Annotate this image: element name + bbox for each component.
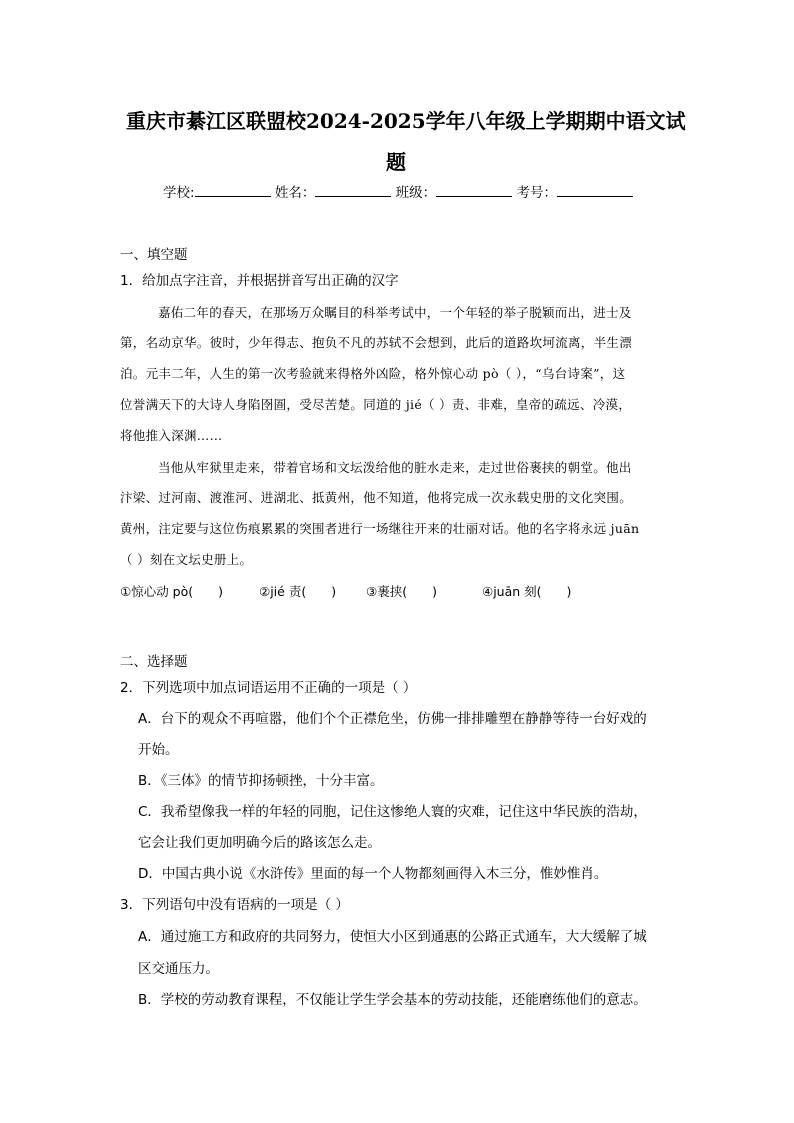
passage-line: 当他从牢狱里走来，带着官场和文坛泼给他的脏水走来，走过世俗裹挟的朝堂。他出 bbox=[158, 460, 632, 475]
section-heading-fill: 一、填空题 bbox=[120, 247, 188, 263]
school-label: 学校: bbox=[163, 185, 195, 201]
passage-line: 嘉佑二年的春天，在那场万众瞩目的科举考试中，一个年轻的举子脱颖而出，进士及 bbox=[158, 305, 632, 320]
exam-no-label: 考号： bbox=[516, 185, 557, 201]
question-3-stem: 3．下列语句中没有语病的一项是（ ） bbox=[120, 897, 349, 913]
question-2-option-line: D．中国古典小说《水浒传》里面的每一个人物都刻画得入木三分，惟妙惟肖。 bbox=[138, 866, 608, 882]
name-blank bbox=[315, 183, 391, 197]
question-1-stem: 1．给加点字注音，并根据拼音写出正确的汉字 bbox=[120, 273, 399, 289]
school-blank bbox=[195, 183, 271, 197]
section-heading-choice: 二、选择题 bbox=[120, 654, 188, 670]
student-info-row bbox=[163, 181, 633, 201]
passage-line: 位誉满天下的大诗人身陷囹圄，受尽苦楚。同道的 jié（ ）责、非难，皇帝的疏远、冷漠， bbox=[120, 397, 632, 412]
fill-item-2: ②jié 责( ) bbox=[259, 584, 337, 599]
class-label: 班级： bbox=[395, 185, 437, 201]
passage-line: 第，名动京华。彼时，少年得志、抱负不凡的苏轼不会想到，此后的道路坎坷流离，半生漂 bbox=[120, 335, 633, 350]
page-title-line2: 题 bbox=[386, 150, 406, 174]
fill-item-3: ③裹挟( ) bbox=[366, 584, 437, 599]
passage-line: 汴梁、过河南、渡淮河、进湖北、抵黄州，他不知道，他将完成一次永载史册的文化突围。 bbox=[120, 490, 633, 505]
fill-item-4: ④juān 刻( ) bbox=[482, 584, 572, 599]
question-3-option-line: A．通过施工方和政府的共同努力，使恒大小区到通惠的公路正式通车，大大缓解了城 bbox=[138, 929, 647, 945]
question-2-option-line: C．我希望像我一样的年轻的同胞，记住这惨绝人寰的灾难，记住这中华民族的浩劫， bbox=[138, 804, 647, 820]
passage-line: 将他推入深渊…… bbox=[120, 428, 223, 443]
passage-line: 泊。元丰二年，人生的第一次考验就来得格外凶险，格外惊心动 pò（ ），“乌台诗案”，这 bbox=[120, 366, 626, 381]
passage-line: 黄州，注定要与这位伤痕累累的突围者进行一场继往开来的壮丽对话。他的名字将永远 juān bbox=[120, 521, 640, 536]
question-2-option-line: A．台下的观众不再喧嚣，他们个个正襟危坐，仿佛一排排雕塑在静静等待一台好戏的 bbox=[138, 711, 647, 727]
question-3-option-line: 区交通压力。 bbox=[138, 961, 219, 977]
passage-line: （ ）刻在文坛史册上。 bbox=[120, 552, 253, 567]
name-label: 姓名： bbox=[274, 185, 316, 201]
question-2-option-line: 它会让我们更加明确今后的路该怎么走。 bbox=[138, 835, 381, 851]
exam-no-blank bbox=[557, 183, 633, 197]
question-2-option-line: 开始。 bbox=[138, 742, 179, 758]
fill-item-1: ①惊心动 pò( ) bbox=[120, 584, 224, 599]
question-3-option-line: B．学校的劳动教育课程，不仅能让学生学会基本的劳动技能，还能磨练他们的意志。 bbox=[138, 992, 647, 1008]
page-title-line1: 重庆市綦江区联盟校2024-2025学年八年级上学期期中语文试 bbox=[126, 109, 686, 133]
class-blank bbox=[436, 183, 512, 197]
question-2-option-line: B．《三体》的情节抑扬顿挫，十分丰富。 bbox=[138, 773, 384, 789]
question-2-stem: 2．下列选项中加点词语运用不正确的一项是（ ） bbox=[120, 680, 417, 696]
